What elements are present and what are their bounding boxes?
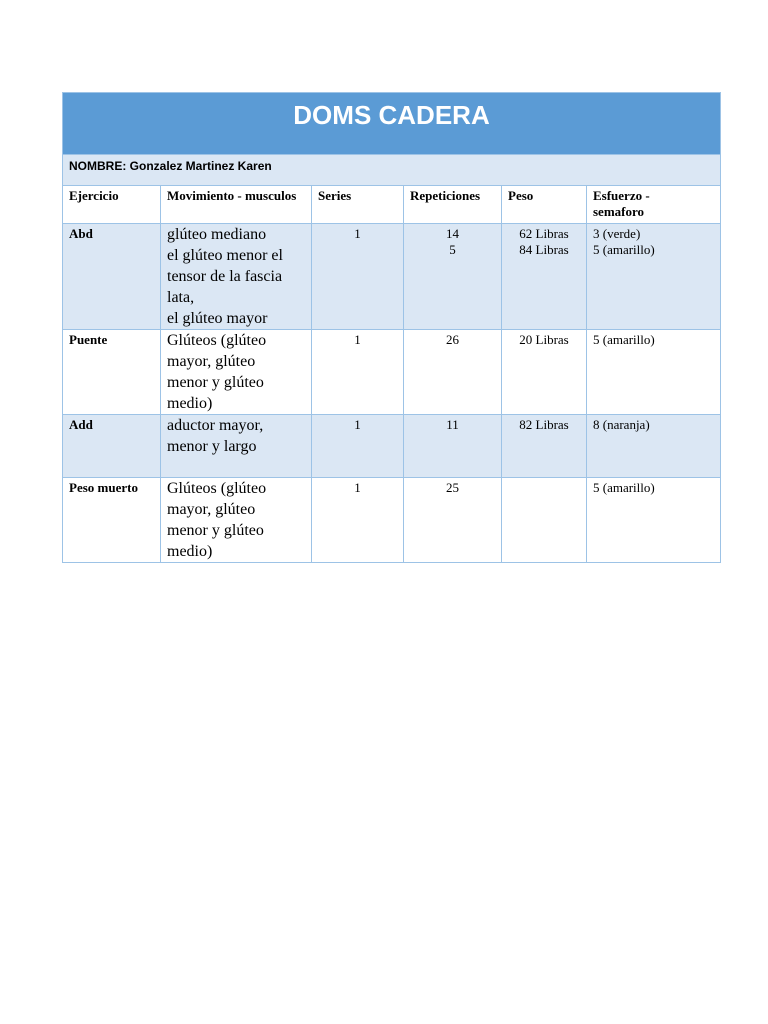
cell-movimiento [161, 224, 312, 330]
cell-ejercicio: Abd [63, 224, 161, 330]
header-movimiento: Movimiento - musculos [161, 186, 312, 224]
cell-esfuerzo [587, 330, 721, 415]
document-title: DOMS CADERA [63, 93, 721, 155]
cell-movimiento [161, 415, 312, 478]
movimiento-line: glúteo mediano [167, 226, 267, 243]
esfuerzo-value: 5 (amarillo) [593, 242, 655, 257]
cell-series: 1 [312, 478, 404, 563]
cell-ejercicio: Puente [63, 330, 161, 415]
repeticiones-value: 5 [449, 242, 456, 257]
cell-ejercicio: Add [63, 415, 161, 478]
name-line: NOMBRE: Gonzalez Martinez Karen [63, 155, 721, 186]
cell-repeticiones [404, 330, 502, 415]
header-esfuerzo-line: Esfuerzo - [593, 188, 650, 203]
header-esfuerzo [587, 186, 721, 224]
cell-repeticiones [404, 415, 502, 478]
movimiento-line: medio) [167, 395, 213, 412]
movimiento-line: menor y glúteo [167, 522, 264, 539]
movimiento-line: tensor de la fascia [167, 268, 283, 285]
header-row [63, 186, 721, 224]
header-esfuerzo-line: semaforo [593, 204, 645, 219]
movimiento-line: el glúteo mayor [167, 310, 268, 327]
movimiento-line: medio) [167, 543, 213, 560]
cell-series: 1 [312, 224, 404, 330]
movimiento-line: Glúteos (glúteo [167, 480, 267, 497]
repeticiones-value: 14 [446, 226, 459, 241]
movimiento-line: lata, [167, 289, 195, 306]
repeticiones-value: 25 [446, 480, 459, 495]
movimiento-line: menor y glúteo [167, 374, 264, 391]
doms-table [62, 92, 721, 563]
cell-esfuerzo [587, 478, 721, 563]
peso-value: 62 Libras [519, 226, 569, 241]
table-row [63, 415, 721, 478]
header-ejercicio: Ejercicio [63, 186, 161, 224]
peso-value: 20 Libras [519, 332, 569, 347]
esfuerzo-value: 3 (verde) [593, 226, 641, 241]
cell-ejercicio: Peso muerto [63, 478, 161, 563]
movimiento-line: mayor, glúteo [167, 501, 256, 518]
cell-series: 1 [312, 330, 404, 415]
movimiento-line: menor y largo [167, 438, 257, 455]
header-peso: Peso [502, 186, 587, 224]
esfuerzo-value: 5 (amarillo) [593, 480, 655, 495]
cell-movimiento [161, 330, 312, 415]
cell-peso [502, 478, 587, 563]
movimiento-line: mayor, glúteo [167, 353, 256, 370]
repeticiones-value: 11 [446, 417, 459, 432]
cell-peso [502, 330, 587, 415]
table-row [63, 478, 721, 563]
esfuerzo-value: 8 (naranja) [593, 417, 650, 432]
peso-value: 82 Libras [519, 417, 569, 432]
esfuerzo-value: 5 (amarillo) [593, 332, 655, 347]
peso-value: 84 Libras [519, 242, 569, 257]
header-series: Series [312, 186, 404, 224]
cell-esfuerzo [587, 224, 721, 330]
movimiento-line: Glúteos (glúteo [167, 332, 267, 349]
repeticiones-value: 26 [446, 332, 459, 347]
table-row [63, 330, 721, 415]
header-repeticiones: Repeticiones [404, 186, 502, 224]
cell-series: 1 [312, 415, 404, 478]
cell-movimiento [161, 478, 312, 563]
cell-peso [502, 415, 587, 478]
movimiento-line: el glúteo menor el [167, 247, 283, 264]
cell-repeticiones [404, 478, 502, 563]
cell-peso [502, 224, 587, 330]
cell-repeticiones [404, 224, 502, 330]
cell-esfuerzo [587, 415, 721, 478]
movimiento-line: aductor mayor, [167, 417, 264, 434]
table-row [63, 224, 721, 330]
